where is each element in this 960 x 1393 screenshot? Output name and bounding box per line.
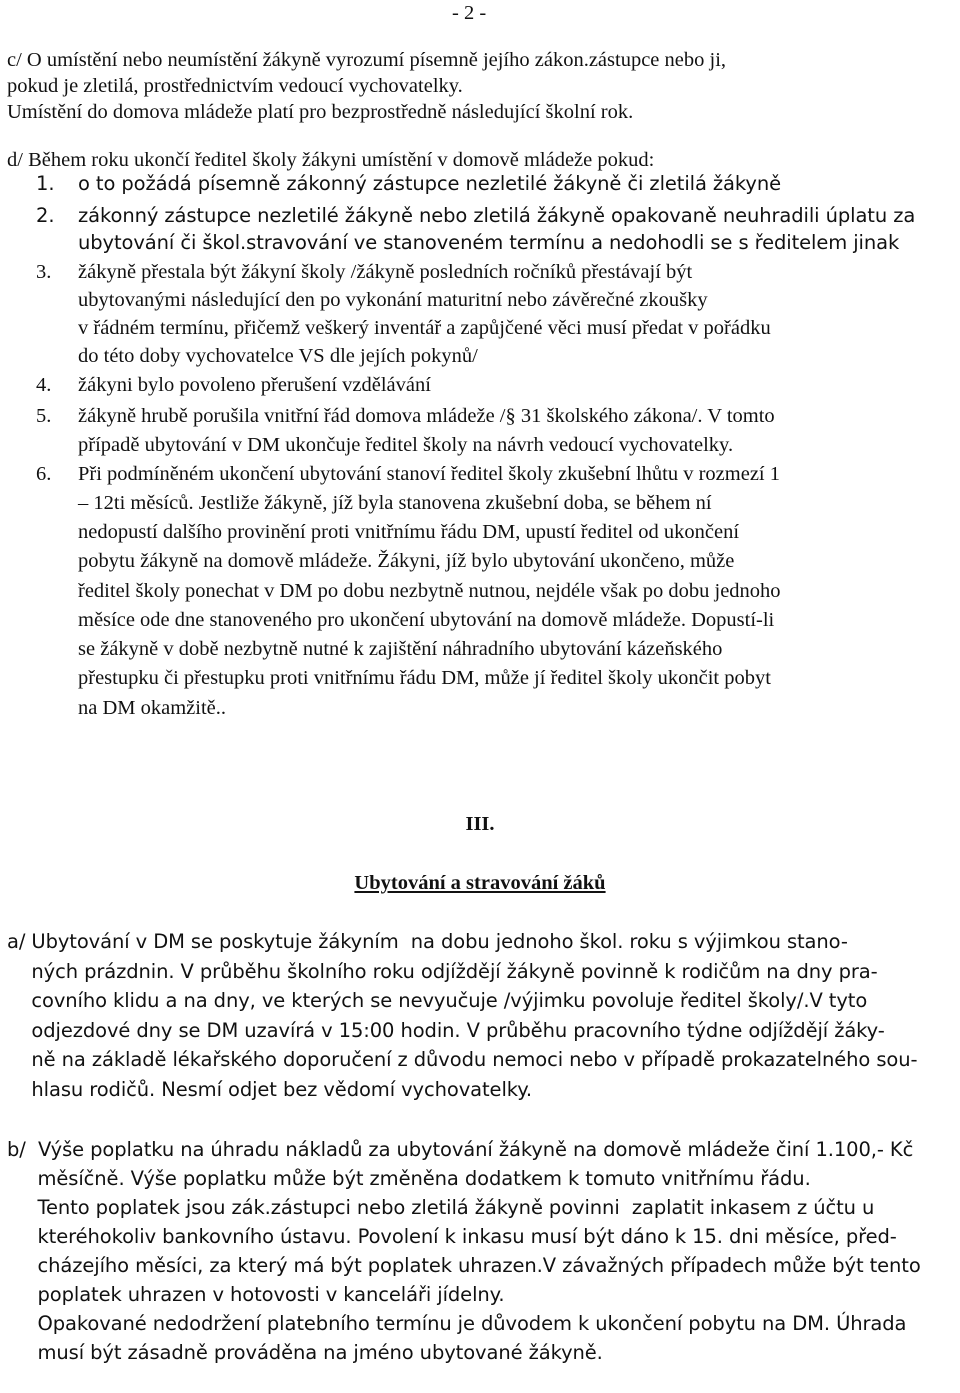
list-item-number: 1. bbox=[36, 172, 55, 195]
text-line: b/ Výše poplatku na úhradu nákladů za ubytování žákyně na domově mládeže činí 1.100,- Kč bbox=[7, 1138, 914, 1161]
text-line: Opakované nedodržení platebního termínu je důvodem k ukončení pobytu na DM. Úhrada bbox=[7, 1312, 907, 1335]
text-line: odjezdové dny se DM uzavírá v 15:00 hodin. V průběhu pracovního týdne odjíždějí žáky- bbox=[7, 1019, 885, 1042]
text-line: na DM okamžitě.. bbox=[78, 697, 227, 719]
list-item-number: 3. bbox=[36, 261, 52, 283]
text-line: do této doby vychovatelce VS dle jejích pokynů/ bbox=[78, 345, 478, 367]
text-line: hlasu rodičů. Nesmí odjet bez vědomí vychovatelky. bbox=[7, 1078, 533, 1101]
list-item-number: 5. bbox=[36, 405, 52, 427]
text-line: ubytování či škol.stravování ve stanoveném termínu a nedohodli se s ředitelem jinak bbox=[78, 231, 900, 254]
text-line: pokud je zletilá, prostřednictvím vedoucí vychovatelky. bbox=[7, 75, 463, 97]
text-line: měsíce ode dne stanoveného pro ukončení ubytování na domově mládeže. Dopustí-li bbox=[78, 609, 775, 631]
text-line: v řádném termínu, přičemž veškerý inventář a zapůjčené věci musí předat v pořádku bbox=[78, 317, 771, 339]
text-line: musí být zásadně prováděna na jméno ubytované žákyně. bbox=[7, 1341, 603, 1364]
text-line: – 12ti měsíců. Jestliže žákyně, jíž byla stanovena zkušební doba, se během ní bbox=[78, 492, 712, 514]
list-item-number: 2. bbox=[36, 204, 55, 227]
text-line: cházejího měsíci, za který má být poplatek uhrazen.V závažných případech může být tento bbox=[7, 1254, 921, 1277]
text-line: a/ Ubytování v DM se poskytuje žákyním na dobu jednoho škol. roku s výjimkou stano- bbox=[7, 930, 848, 953]
text-line: covního klidu a na dny, ve kterých se nevyučuje /výjimku povoluje ředitel školy/.V tyto bbox=[7, 989, 868, 1012]
section-heading bbox=[0, 870, 960, 896]
text-line: žákyni bylo povoleno přerušení vzdělávání bbox=[78, 374, 431, 396]
paragraph-d-intro: d/ Během roku ukončí ředitel školy žákyni umístění v domově mládeže pokud: bbox=[7, 149, 655, 171]
text-line: ředitel školy ponechat v DM po dobu nezbytně nutnou, nejdéle však po dobu jednoho bbox=[78, 580, 781, 602]
list-item-number: 6. bbox=[36, 463, 52, 485]
text-line: žákyně přestala být žákyní školy /žákyně posledních ročníků přestávají být bbox=[78, 261, 693, 283]
text-line: ně na základě lékařského doporučení z důvodu nemoci nebo v případě prokazatelného sou- bbox=[7, 1048, 918, 1071]
text-line: ných prázdnin. V průběhu školního roku odjíždějí žákyně povinně k rodičům na dny pra- bbox=[7, 960, 878, 983]
text-line: pobytu žákyně na domově mládeže. Žákyni, jíž bylo ubytování ukončeno, může bbox=[78, 550, 735, 572]
page-number: - 2 - bbox=[452, 2, 487, 24]
text-line: poplatek uhrazen v hotovosti v kanceláři jídelny. bbox=[7, 1283, 505, 1306]
section-heading-text: Ubytování a stravování žáků bbox=[354, 872, 606, 894]
text-line: o to požádá písemně zákonný zástupce nezletilé žákyně či zletilá žákyně bbox=[78, 172, 781, 195]
list-item-number: 4. bbox=[36, 374, 52, 396]
text-line: Tento poplatek jsou zák.zástupci nebo zletilá žákyně povinni zaplatit inkasem z účtu u bbox=[7, 1196, 875, 1219]
text-line: se žákyně v době nezbytně nutné k zajištění náhradního ubytování kázeňského bbox=[78, 638, 723, 660]
text-line: přestupku či přestupku proti vnitřnímu řádu DM, může jí ředitel školy ukončit pobyt bbox=[78, 667, 771, 689]
text-line: c/ O umístění nebo neumístění žákyně vyrozumí písemně jejího zákon.zástupce nebo ji, bbox=[7, 49, 727, 71]
text-line: žákyně hrubě porušila vnitřní řád domova mládeže /§ 31 školského zákona/. V tomto bbox=[78, 405, 775, 427]
text-line: nedopustí dalšího provinění proti vnitřnímu řádu DM, upustí ředitel od ukončení bbox=[78, 521, 740, 543]
section-numeral: III. bbox=[465, 813, 495, 835]
text-line: ubytovanými následující den po vykonání maturitní nebo závěrečné zkoušky bbox=[78, 289, 708, 311]
text-line: zákonný zástupce nezletilé žákyně nebo zletilá žákyně opakovaně neuhradili úplatu za bbox=[78, 204, 916, 227]
text-line: případě ubytování v DM ukončuje ředitel školy na návrh vedoucí vychovatelky. bbox=[78, 434, 734, 456]
text-line: měsíčně. Výše poplatku může být změněna dodatkem k tomuto vnitřnímu řádu. bbox=[7, 1167, 811, 1190]
text-line: Umístění do domova mládeže platí pro bezprostředně následující školní rok. bbox=[7, 101, 634, 123]
text-line: kteréhokoliv bankovního ústavu. Povolení k inkasu musí být dáno k 15. dni měsíce, před- bbox=[7, 1225, 897, 1248]
text-line: Při podmíněném ukončení ubytování stanoví ředitel školy zkušební lhůtu v rozmezí 1 bbox=[78, 463, 780, 485]
